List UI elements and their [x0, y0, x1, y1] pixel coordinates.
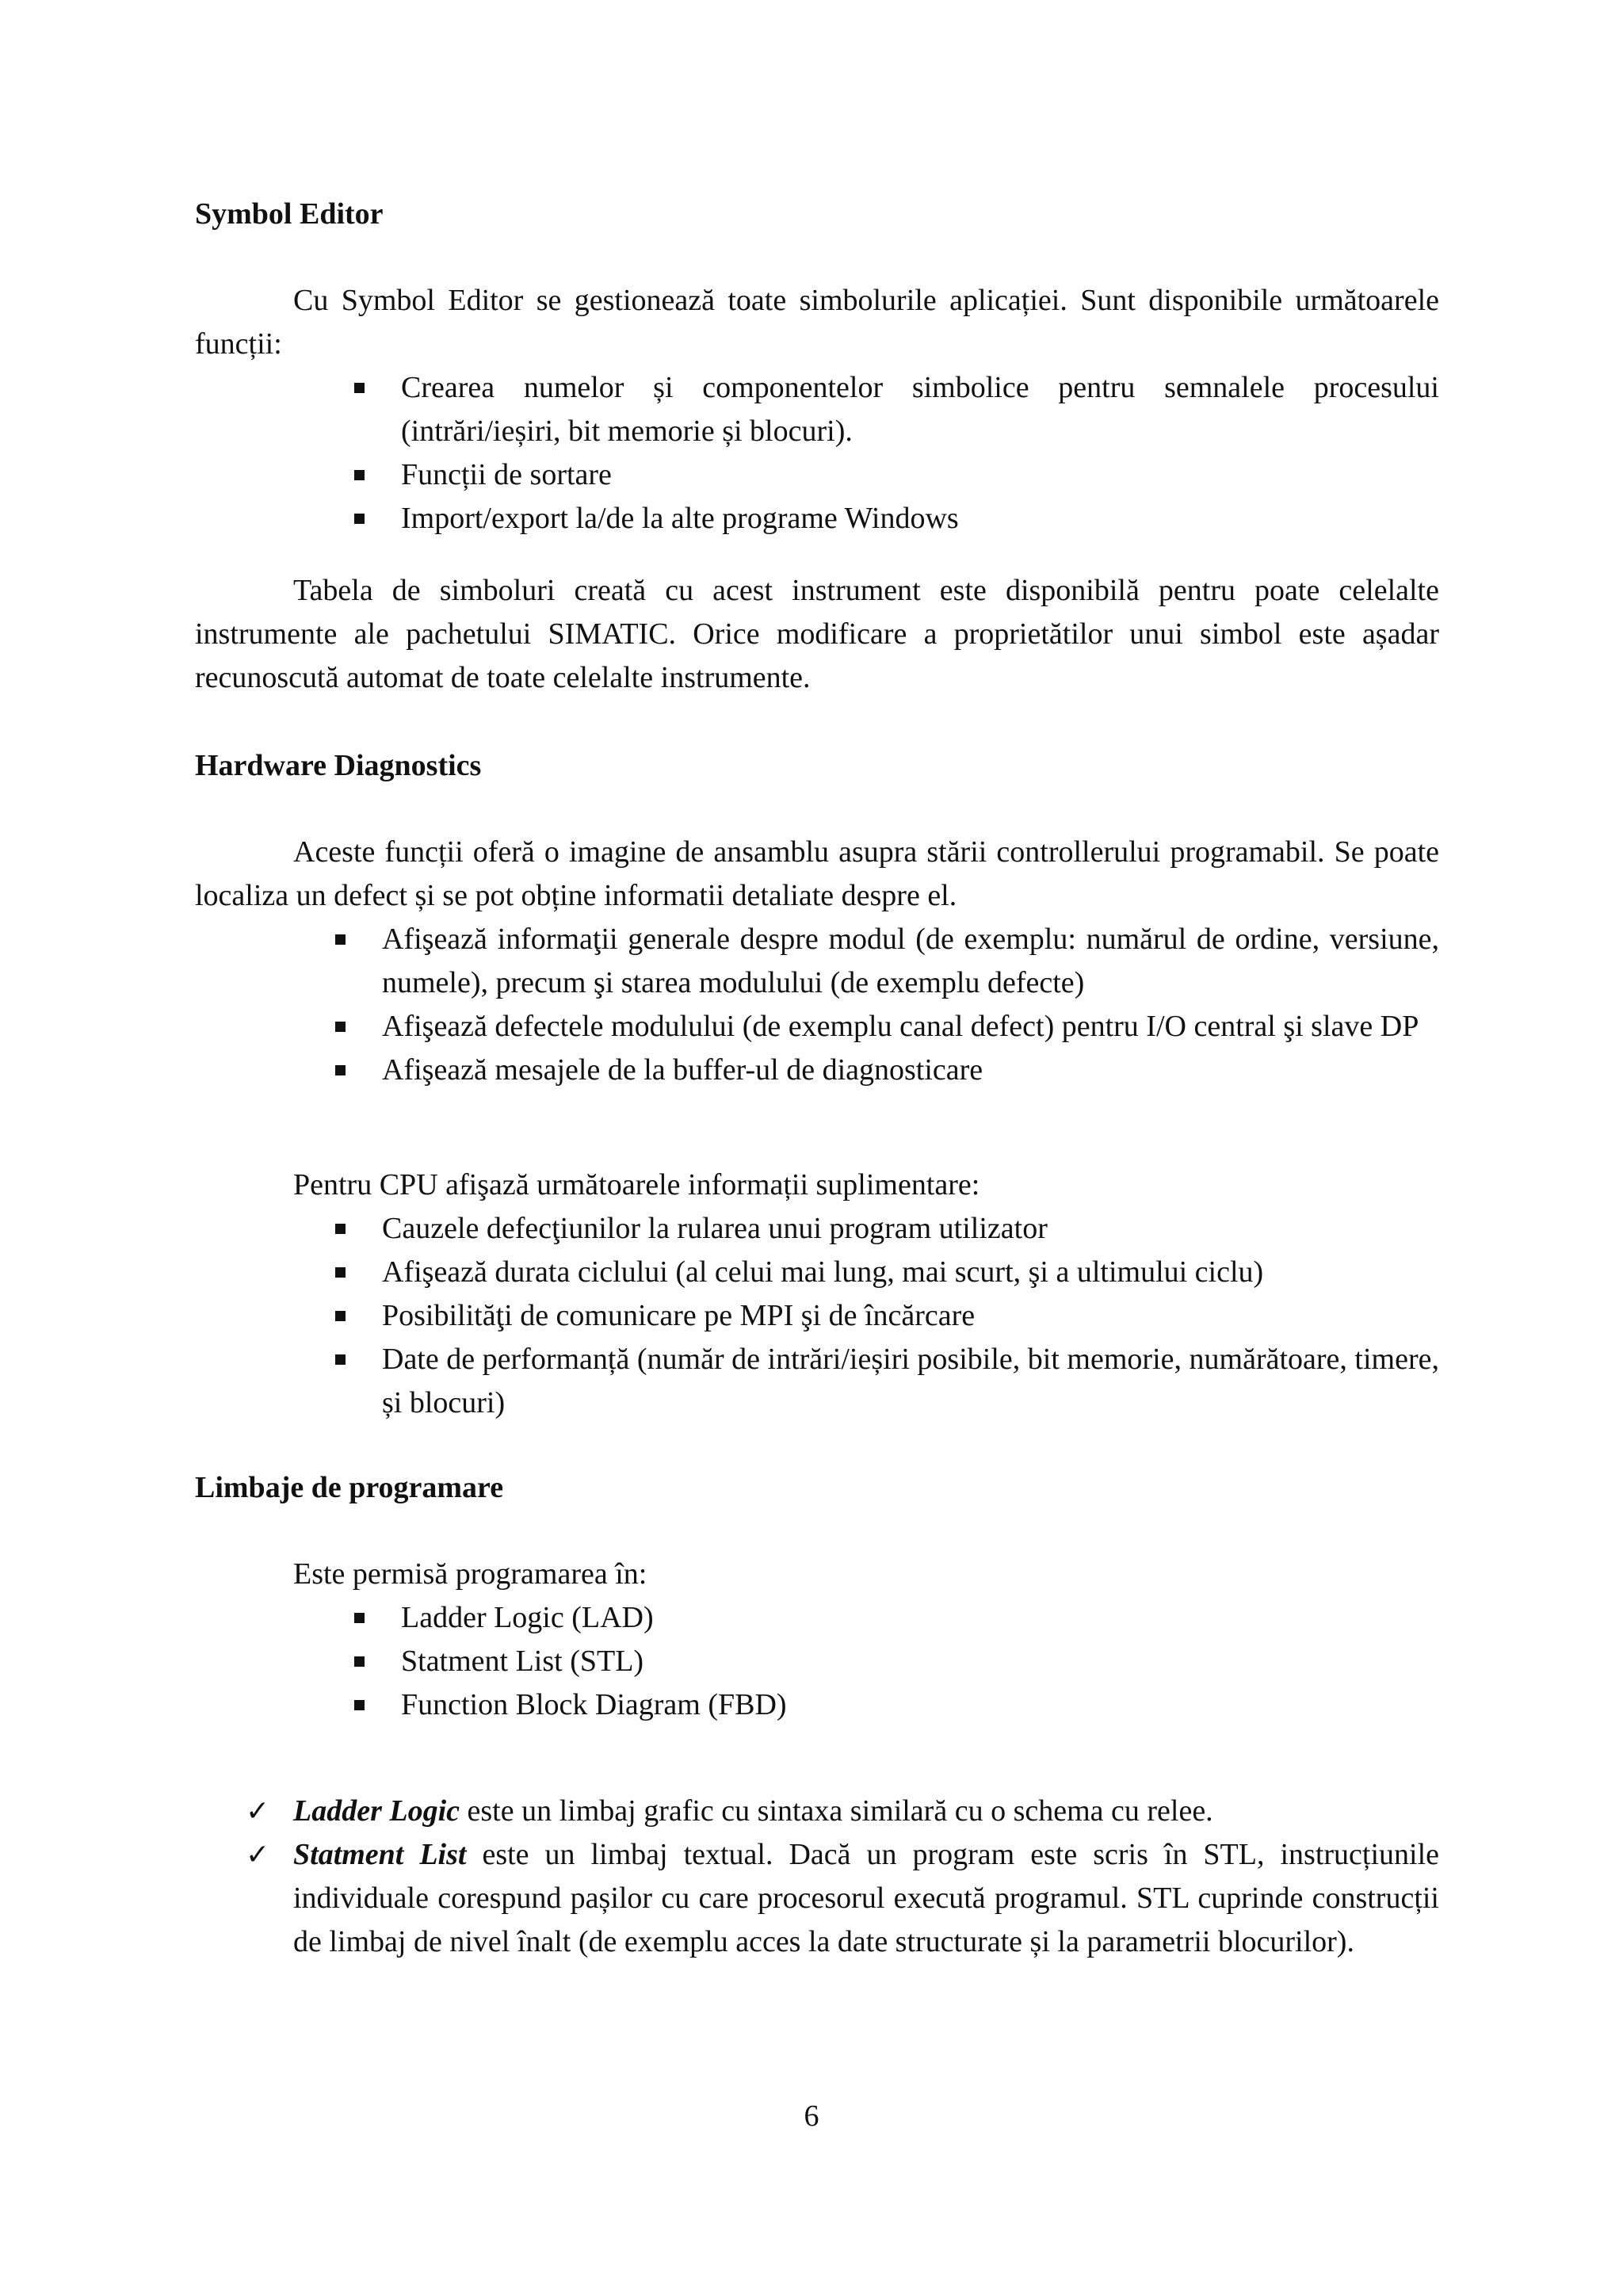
- bullet-icon: [335, 1311, 346, 1321]
- languages-check-list: [246, 1790, 1439, 1964]
- symbol-editor-intro: Cu Symbol Editor se gestionează toate simbolurile aplicației. Sunt disponibile următoarele funcții:: [195, 284, 1439, 361]
- symbol-editor-para: Tabela de simboluri creată cu acest instrument este disponibilă pentru poate celelalte instrumente ale pachetului SIMATIC. Orice modificare a proprietătilor unui simbol este așadar recunoscută automat de toate celelalte instrumente.: [195, 574, 1439, 694]
- languages-list: [401, 1596, 1439, 1727]
- heading-symbol-editor: Symbol Editor: [195, 197, 384, 231]
- bullet-icon: [335, 1022, 346, 1032]
- cpu-info-list: [382, 1207, 1439, 1425]
- symbol-editor-list: [401, 366, 1439, 541]
- list-item: Function Block Diagram (FBD): [401, 1683, 1439, 1727]
- list-item: Afişează mesajele de la buffer-ul de diagnosticare: [382, 1049, 1439, 1092]
- list-item: Import/export la/de la alte programe Windows: [401, 497, 1439, 541]
- heading-programming-languages: Limbaje de programare: [195, 1471, 504, 1504]
- bullet-icon: [335, 1065, 346, 1075]
- list-item: Posibilităţi de comunicare pe MPI şi de încărcare: [382, 1294, 1439, 1338]
- list-item: Statment List (STL): [401, 1640, 1439, 1683]
- list-item: Crearea numelor și componentelor simbolice pentru semnalele procesului (intrări/ieșiri, bit memorie și blocuri).: [401, 366, 1439, 453]
- page-number: 6: [804, 2099, 819, 2133]
- languages-intro: Este permisă programarea în:: [293, 1557, 647, 1591]
- list-item: Date de performanță (număr de intrări/ieșiri posibile, bit memorie, numărătoare, timere, și blocuri): [382, 1338, 1439, 1425]
- checkmark-icon: ✓: [246, 1839, 270, 1871]
- bullet-icon: [354, 383, 365, 393]
- cpu-intro: Pentru CPU afişază următoarele informații suplimentare:: [293, 1168, 980, 1201]
- list-item: Afişează informaţii generale despre modul (de exemplu: numărul de ordine, versiune, numele), precum şi starea modulului (de exemplu defecte): [382, 918, 1439, 1005]
- bullet-icon: [354, 470, 365, 480]
- bullet-icon: [335, 934, 346, 945]
- bullet-icon: [335, 1224, 346, 1234]
- bullet-icon: [335, 1354, 346, 1365]
- list-item: Afişează defectele modulului (de exemplu canal defect) pentru I/O central şi slave DP: [382, 1005, 1439, 1049]
- list-item: Ladder Logic (LAD): [401, 1596, 1439, 1640]
- list-item: Funcții de sortare: [401, 453, 1439, 497]
- bullet-icon: [354, 1613, 365, 1623]
- heading-hardware-diagnostics: Hardware Diagnostics: [195, 749, 482, 782]
- hardware-diagnostics-list: [382, 918, 1439, 1092]
- list-item: Cauzele defecţiunilor la rularea unui program utilizator: [382, 1207, 1439, 1251]
- list-item: Afişează durata ciclului (al celui mai lung, mai scurt, şi a ultimului ciclu): [382, 1251, 1439, 1294]
- bullet-icon: [354, 1656, 365, 1667]
- check-item-statment-list: ✓ Statment List este un limbaj textual. Dacă un program este scris în STL, instrucțiunile individuale corespund pașilor cu care procesorul execută programul. STL cuprinde construcții de limbaj de nivel înalt (de exemplu acces la date structurate și la parametrii blocurilor).: [246, 1833, 1439, 1964]
- bullet-icon: [354, 514, 365, 524]
- check-item-ladder-logic: ✓ Ladder Logic este un limbaj grafic cu sintaxa similară cu o schema cu relee.: [246, 1790, 1439, 1833]
- bullet-icon: [335, 1267, 346, 1278]
- checkmark-icon: ✓: [246, 1795, 270, 1828]
- bullet-icon: [354, 1700, 365, 1710]
- hardware-diagnostics-intro: Aceste funcții oferă o imagine de ansamblu asupra stării controllerului programabil. Se poate localiza un defect și se pot obține informatii detaliate despre el.: [195, 835, 1439, 912]
